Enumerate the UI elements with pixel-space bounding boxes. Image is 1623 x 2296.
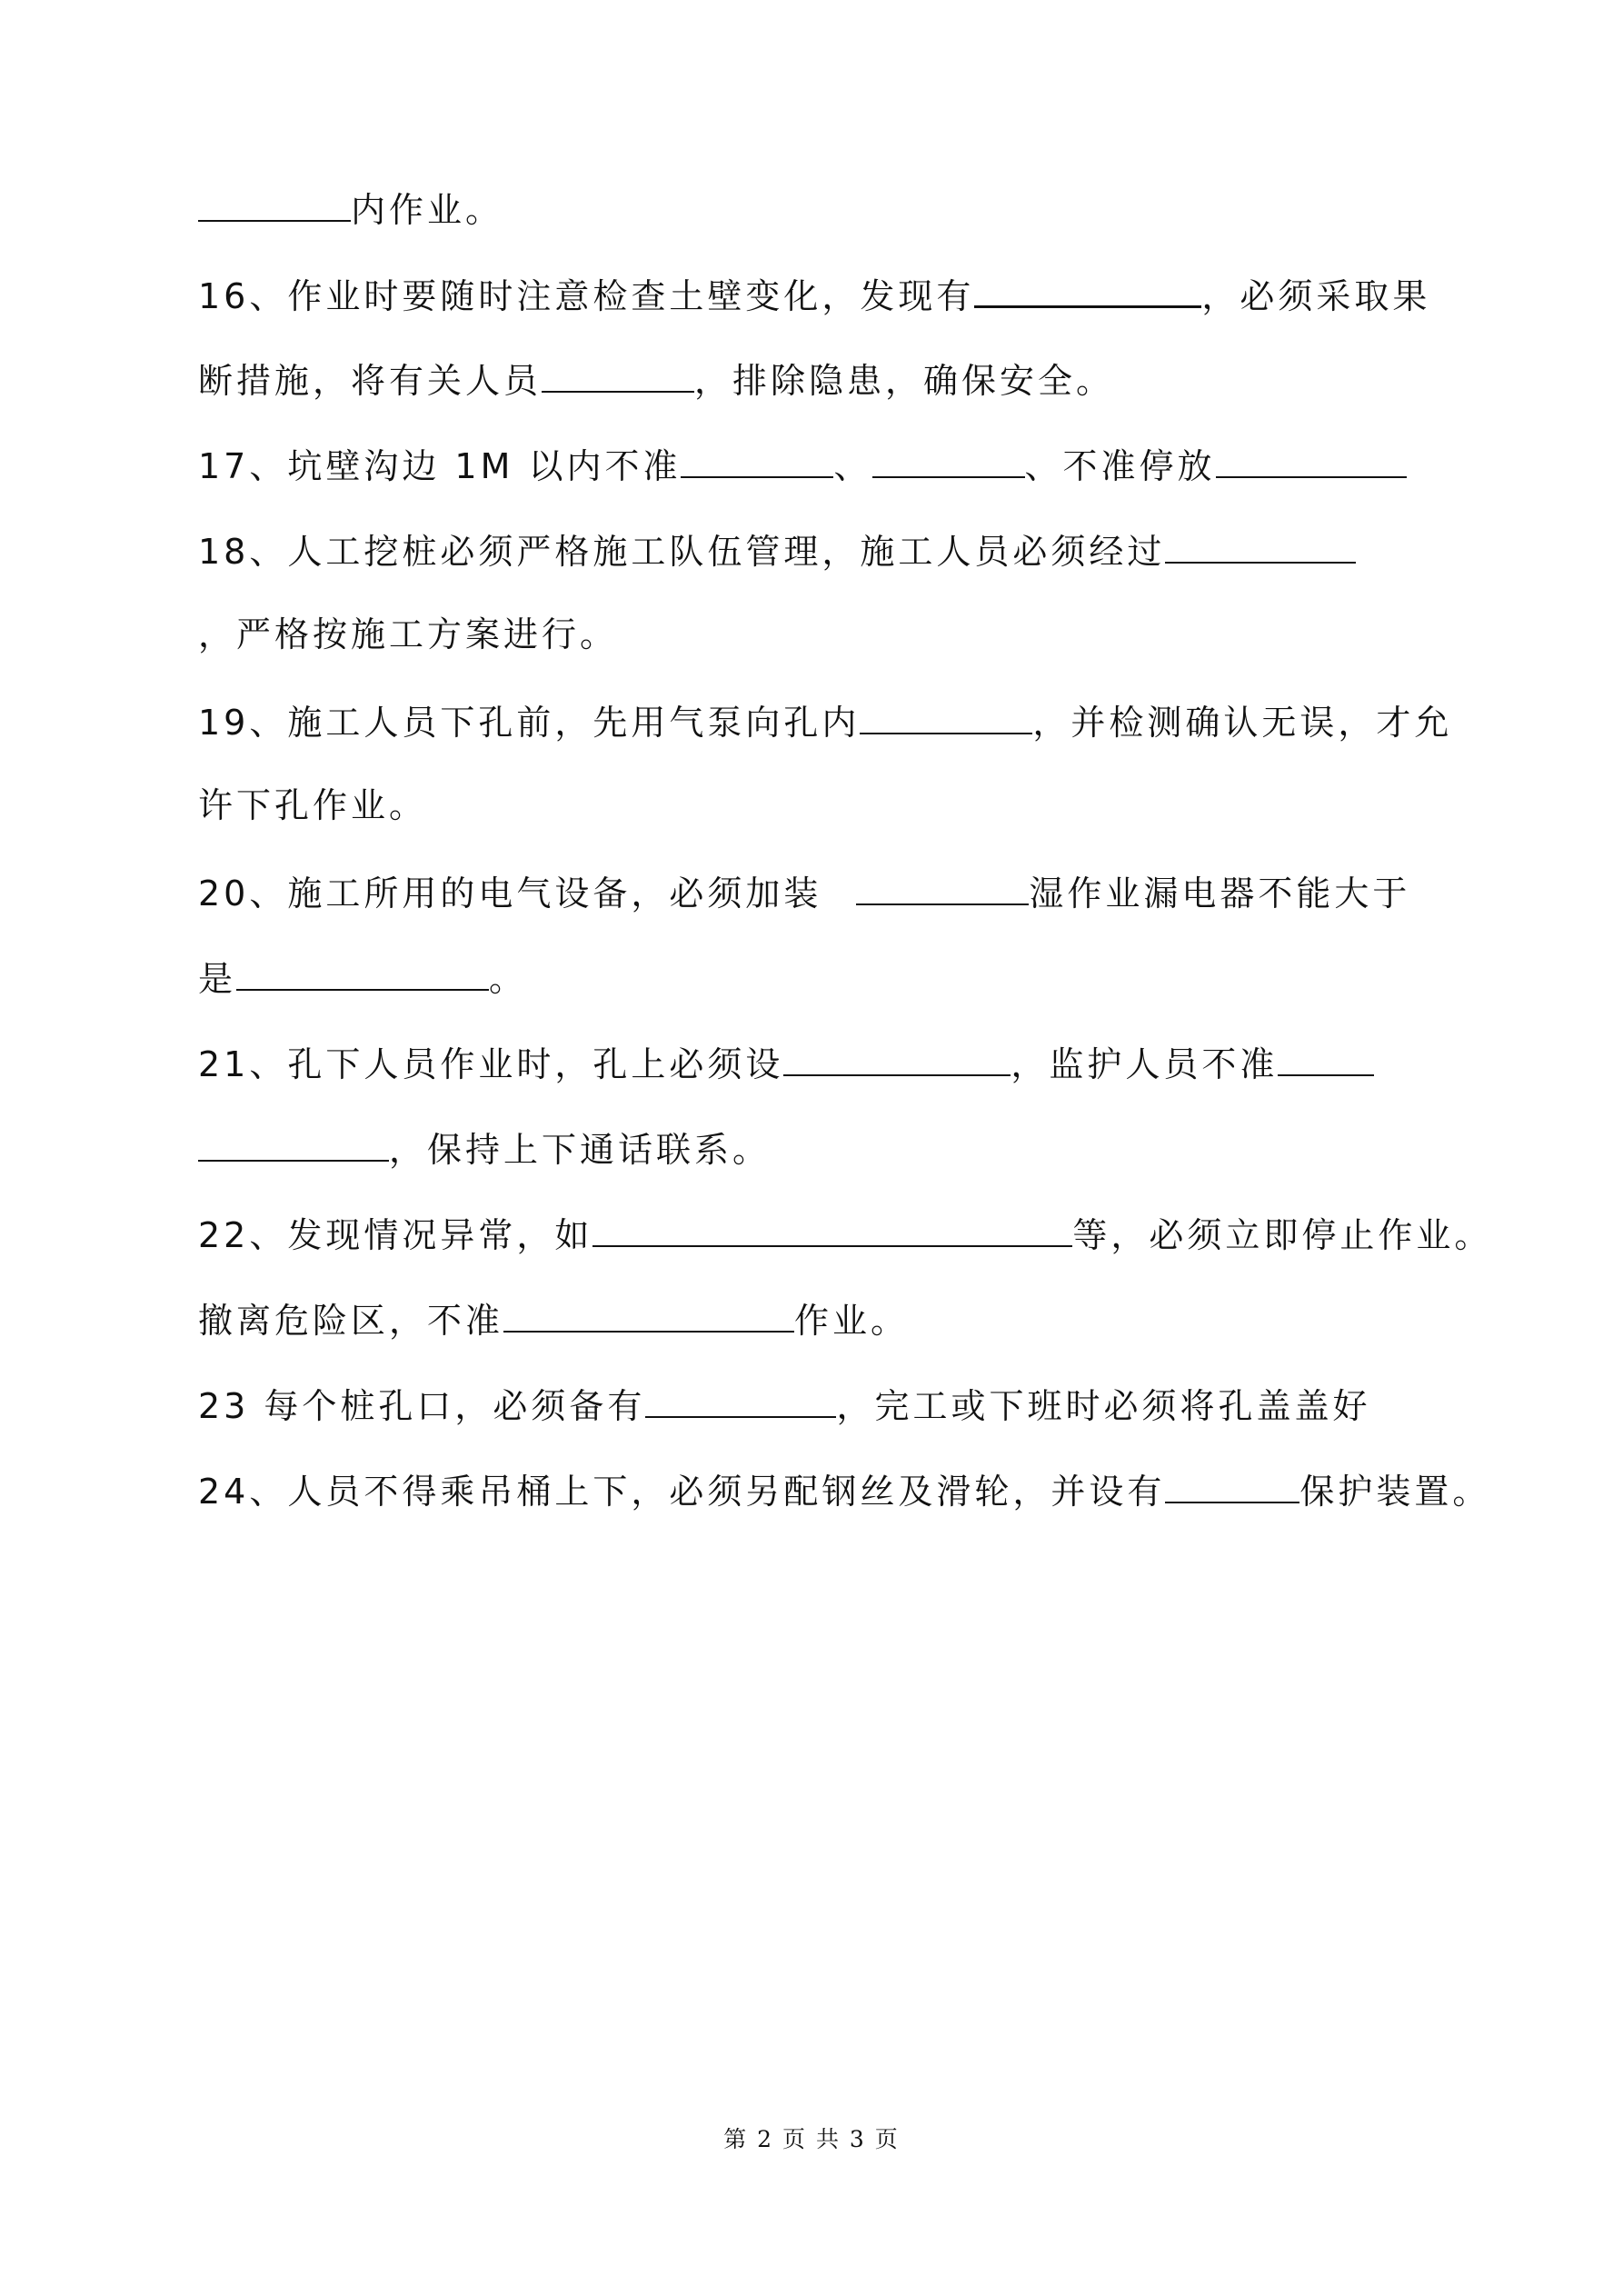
line-text: 19、施工人员下孔前，先用气泵向孔内	[198, 703, 861, 743]
line-text: ，必须采取果	[1201, 276, 1431, 316]
text-line	[198, 949, 527, 1003]
line-text: 24、人员不得乘吊桶上下，必须另配钢丝及滑轮，并设有	[198, 1472, 1166, 1512]
text-line	[198, 778, 427, 833]
line-text: 18、人工挖桩必须严格施工队伍管理，施工人员必须经过	[198, 532, 1166, 572]
fill-blank[interactable]	[236, 949, 489, 991]
text-line	[198, 180, 503, 235]
line-text: ，排除隐患，确保安全。	[694, 361, 1115, 401]
page-number: 第 2 页 共 3 页	[723, 2126, 900, 2152]
line-text: 16、作业时要随时注意检查土壁变化，发现有	[198, 276, 975, 316]
question-23	[198, 1376, 1370, 1431]
line-text: 等，必须立即停止作业。	[1072, 1215, 1493, 1255]
text-line	[198, 1291, 909, 1345]
line-text: 22、发现情况异常，如	[198, 1215, 593, 1255]
line-text: 是	[198, 959, 237, 999]
fill-blank[interactable]	[503, 1291, 794, 1333]
text-line	[198, 351, 1114, 405]
fill-blank[interactable]	[860, 693, 1032, 734]
fill-blank[interactable]	[1278, 1034, 1374, 1076]
line-text: ，保持上下通话联系。	[389, 1130, 772, 1170]
line-text: 保护装置。	[1299, 1472, 1491, 1512]
fill-blank[interactable]	[856, 863, 1029, 905]
line-text: 、不准停放	[1024, 446, 1216, 486]
line-text: ，完工或下班时必须将孔盖盖好	[836, 1386, 1371, 1426]
question-22	[198, 1205, 1492, 1260]
question-18	[198, 522, 1356, 576]
fill-blank[interactable]	[198, 1120, 389, 1162]
fill-blank[interactable]	[974, 265, 1201, 308]
line-text: 内作业。	[351, 190, 504, 230]
question-19	[198, 693, 1452, 747]
line-text: 湿作业漏电器不能大于	[1029, 873, 1411, 913]
fill-blank[interactable]	[645, 1376, 836, 1418]
line-text: 断措施，将有关人员	[198, 361, 543, 401]
line-text: ，监护人员不准	[1011, 1044, 1279, 1084]
fill-blank[interactable]	[872, 436, 1025, 478]
line-text: 作业。	[794, 1301, 910, 1341]
fill-blank[interactable]	[1165, 522, 1356, 564]
line-text: 20、施工所用的电气设备，必须加装	[198, 873, 822, 913]
fill-blank[interactable]	[198, 180, 351, 222]
fill-blank[interactable]	[783, 1034, 1011, 1076]
text-line	[198, 1120, 771, 1174]
fill-blank[interactable]	[592, 1205, 1072, 1247]
line-text: 21、孔下人员作业时，孔上必须设	[198, 1044, 784, 1084]
text-line	[198, 607, 618, 662]
line-text: 、	[833, 446, 872, 486]
line-text: 许下孔作业。	[198, 785, 428, 825]
fill-blank[interactable]	[681, 436, 833, 478]
line-text: 。	[489, 959, 528, 999]
question-20	[198, 863, 1410, 918]
question-16	[198, 265, 1430, 320]
question-17	[198, 436, 1407, 491]
question-24	[198, 1462, 1490, 1516]
fill-blank[interactable]	[542, 351, 694, 393]
fill-blank[interactable]	[1165, 1462, 1299, 1503]
fill-blank[interactable]	[1216, 436, 1407, 478]
question-21	[198, 1034, 1374, 1089]
line-text: 23 每个桩孔口，必须备有	[198, 1386, 646, 1426]
line-text: ，并检测确认无误，才允	[1032, 703, 1453, 743]
line-text: ，严格按施工方案进行。	[198, 614, 619, 654]
line-text: 17、坑壁沟边 1M 以内不准	[198, 446, 682, 486]
line-text: 撤离危险区，不准	[198, 1301, 504, 1341]
